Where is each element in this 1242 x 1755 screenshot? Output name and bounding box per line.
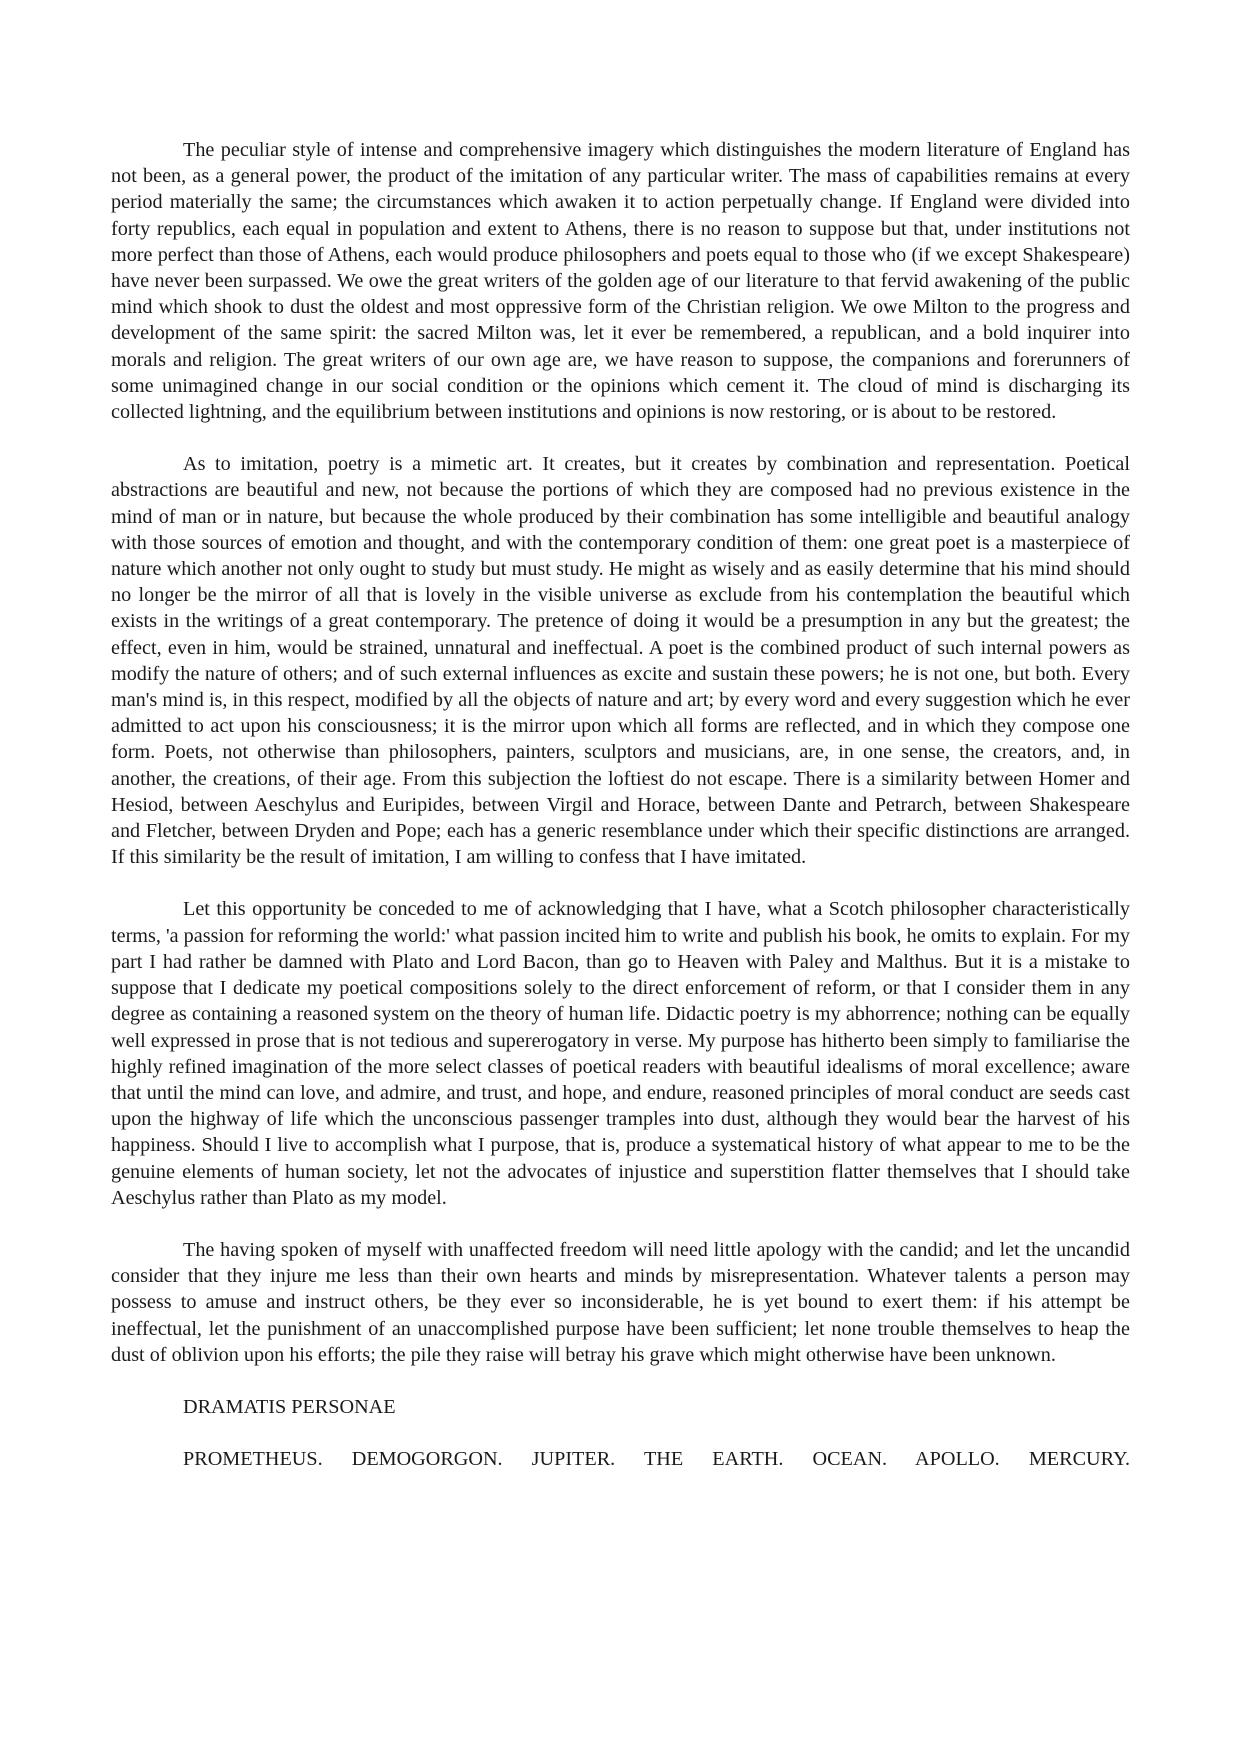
paragraph-apology: The having spoken of myself with unaffected freedom will need little apology with the candid; and let the uncandid consider that they injure me less than their own hearts and minds by misrepresentation. Whatever talents a person may possess to amuse and instruct others, be they ever so inconsiderable, he is yet bound to exert them: if his attempt be ineffectual, let the punishment of an unaccomplished purpose have been sufficient; let none trouble themselves to heap the dust of oblivion upon his efforts; the pile they raise will betray his grave which might otherwise have been unknown. bbox=[111, 1238, 1130, 1366]
paragraph-imitation: As to imitation, poetry is a mimetic art. It creates, but it creates by combination and representation. Poetical abstractions are beautiful and new, not because the portions of which they are composed had no previous existence in the mind of man or in nature, but because the whole produced by their combination has some intelligible and beautiful analogy with those sources of emotion and thought, and with the contemporary condition of them: one great poet is a masterpiece of nature which another not only ought to study but must study. He might as wisely and as easily determine that his mind should no longer be the mirror of all that is lovely in the visible universe as exclude from his contemplation the beautiful which exists in the writings of a great contemporary. The pretence of doing it would be a presumption in any but the greatest; the effect, even in him, would be strained, unnatural and ineffectual. A poet is the combined product of such internal powers as modify the nature of others; and of such external influences as excite and sustain these powers; he is not one, but both. Every man's mind is, in this respect, modified by all the objects of nature and art; by every word and every suggestion which he ever admitted to act upon his consciousness; it is the mirror upon which all forms are reflected, and in which they compose one form. Poets, not otherwise than philosophers, painters, sculptors and musicians, are, in one sense, the creators, and, in another, the creations, of their age. From this subjection the loftiest do not escape. There is a similarity between Homer and Hesiod, between Aeschylus and Euripides, between Virgil and Horace, between Dante and Petrarch, between Shakespeare and Fletcher, between Dryden and Pope; each has a generic resemblance under which their specific distinctions are arranged. If this similarity be the result of imitation, I am willing to confess that I have imitated. bbox=[111, 453, 1130, 869]
paragraph-reform: Let this opportunity be conceded to me of acknowledging that I have, what a Scotch philosopher characteristically terms, 'a passion for reforming the world:' what passion incited him to write and publish his book, he omits to explain. For my part I had rather be damned with Plato and Lord Bacon, than go to Heaven with Paley and Malthus. But it is a mistake to suppose that I dedicate my poetical compositions solely to the direct enforcement of reform, or that I consider them in any degree as containing a reasoned system on the theory of human life. Didactic poetry is my abhorrence; nothing can be equally well expressed in prose that is not tedious and supererogatory in verse. My purpose has hitherto been simply to familiarise the highly refined imagination of the more select classes of poetical readers with beautiful idealisms of moral excellence; aware that until the mind can love, and admire, and trust, and hope, and endure, reasoned principles of moral conduct are seeds cast upon the highway of life which the unconscious passenger tramples into dust, although they would bear the harvest of his happiness. Should I live to accomplish what I purpose, that is, produce a systematical history of what appear to me to be the genuine elements of human society, let not the advocates of injustice and superstition flatter themselves that I should take Aeschylus rather than Plato as my model. bbox=[111, 898, 1130, 1209]
cast-list: PROMETHEUS. DEMOGORGON. JUPITER. THE EARTH. OCEAN. APOLLO. MERCURY. bbox=[183, 1448, 1130, 1471]
document-page bbox=[111, 137, 1130, 1472]
dramatis-personae-heading: DRAMATIS PERSONAE bbox=[183, 1395, 396, 1418]
paragraph-imagery: The peculiar style of intense and comprehensive imagery which distinguishes the modern literature of England has not been, as a general power, the product of the imitation of any particular writer. The mass of capabilities remains at every period materially the same; the circumstances which awaken it to action perpetually change. If England were divided into forty republics, each equal in population and extent to Athens, there is no reason to suppose but that, under institutions not more perfect than those of Athens, each would produce philosophers and poets equal to those who (if we except Shakespeare) have never been surpassed. We owe the great writers of the golden age of our literature to that fervid awakening of the public mind which shook to dust the oldest and most oppressive form of the Christian religion. We owe Milton to the progress and development of the same spirit: the sacred Milton was, let it ever be remembered, a republican, and a bold inquirer into morals and religion. The great writers of our own age are, we have reason to suppose, the companions and forerunners of some unimagined change in our social condition or the opinions which cement it. The cloud of mind is discharging its collected lightning, and the equilibrium between institutions and opinions is now restoring, or is about to be restored. bbox=[111, 139, 1130, 424]
